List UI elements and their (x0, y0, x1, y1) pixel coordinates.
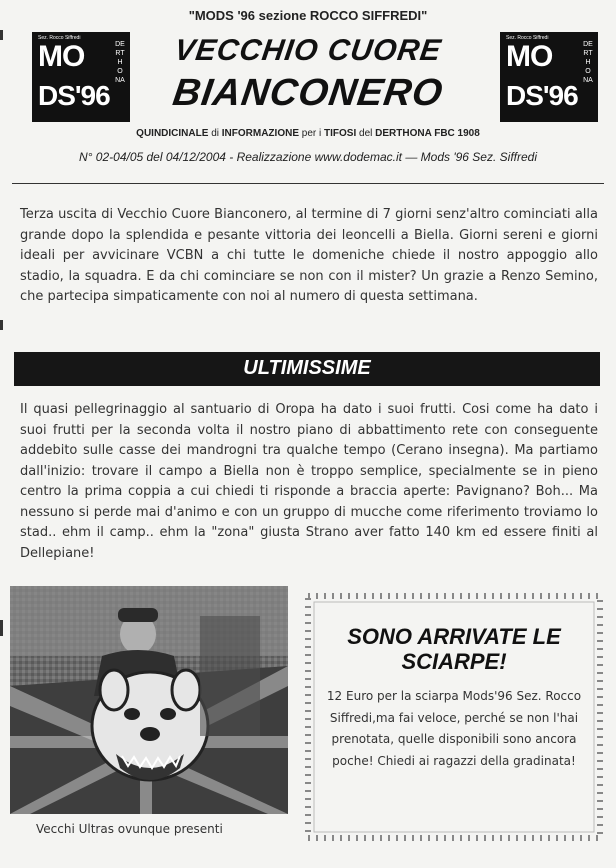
section-banner (14, 352, 600, 386)
mods96-logo (500, 32, 598, 122)
photo-caption: Vecchi Ultras ovunque presenti (36, 822, 223, 836)
mods96-logo (32, 32, 130, 122)
scan-edge-mark (0, 320, 3, 330)
subtitle-part: QUINDICINALE (136, 128, 209, 139)
section-heading: ULTIMISSIME (243, 357, 371, 379)
logo-line2: DS'96 (506, 80, 578, 111)
logo-line1: MO (506, 40, 553, 73)
scarves-announcement-box (300, 588, 608, 846)
logo-line2: DS'96 (38, 80, 110, 111)
subtitle-part: TIFOSI (324, 128, 357, 139)
scan-edge-mark (0, 30, 3, 40)
issue-line: N° 02-04/05 del 04/12/2004 - Realizzazione www.dodemac.it — Mods '96 Sez. Siffredi (79, 150, 537, 164)
subtitle-part: del (359, 128, 373, 139)
masthead-subtitle (0, 128, 616, 139)
section-paragraph: Il quasi pellegrinaggio al santuario di Oropa ha dato i suoi frutti. Cosi come ha dato i suoi frutti per la seconda volta il nostro piano di abbattimento rete con conseguente addebito sulle casse dei mandrogni tra qualche tempo (Cerano insegna). Ma partiamo dall'inizio: trovare il campo a Biella non è troppo semplice, specialmente se in pieno centro la prima coppia a cui chiedi ti risponde a braccia aperte: Pavignano? Boh... Ma nessuno si perde mai d'animo e con un gruppo di mucche come riferimento troviamo lo stad.. ehm il camp.. ehm la "zona" giusta Strano aver fatto 140 km ed essere finiti al Dellepiane! (20, 402, 598, 561)
box-body: 12 Euro per la sciarpa Mods'96 Sez. Rocco Siffredi,ma fai veloce, perché se non l'hai prenotata, quelle disponibili sono ancora poche! Chiedi ai ragazzi della gradinata! (326, 689, 582, 768)
subtitle-part: INFORMAZIONE (221, 128, 299, 139)
box-title: SONO ARRIVATE LE SCIARPE! (347, 624, 561, 674)
intro-paragraph: Terza uscita di Vecchio Cuore Bianconero, al termine di 7 giorni senz'altro cominciati alla grande dopo la splendida e pesante vittoria dei leoncelli a Biella. Giorni sereni e giorni ideali per avvicinare VCBN a chi tutte le domeniche chiede il nostro appoggio allo stadio, la squadra. E da chi cominciare se non con il mister? Un grazie a Renzo Semino, che partecipa simpaticamente con noi al numero di questa settimana. (20, 207, 598, 304)
subtitle-part: di (211, 128, 219, 139)
logo-side-text: DERTHONA (115, 41, 125, 84)
masthead-title-line1: VECCHIO CUORE (172, 34, 444, 67)
subtitle-part: per i (301, 128, 322, 139)
subtitle-part: DERTHONA FBC 1908 (375, 128, 480, 139)
logo-side-text: DERTHONA (583, 41, 593, 84)
top-tagline: "MODS '96 sezione ROCCO SIFFREDI" (188, 8, 428, 23)
header-divider (12, 183, 604, 184)
logo-line1: MO (38, 40, 85, 73)
masthead-title-line2: BIANCONERO (170, 72, 446, 114)
logo-small-text: Sez. Rocco Siffredi (506, 35, 549, 41)
photo-illustration (10, 586, 288, 814)
scan-edge-mark (0, 620, 3, 636)
logo-small-text: Sez. Rocco Siffredi (38, 35, 81, 41)
ultras-photo (10, 586, 288, 814)
